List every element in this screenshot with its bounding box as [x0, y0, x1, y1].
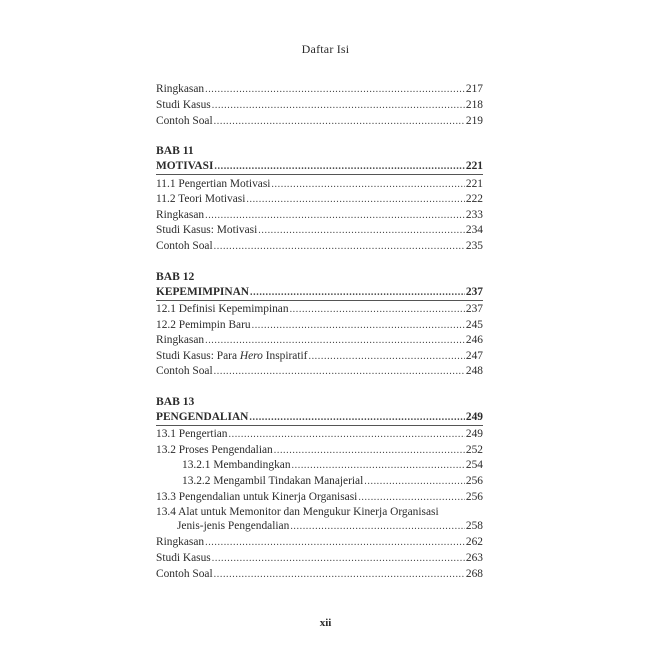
page-number: xii: [319, 617, 332, 629]
toc-entry: [156, 551, 483, 565]
toc-entry: [156, 349, 483, 363]
toc-entry-title: 12.1 Definisi Kepemimpinan: [156, 303, 289, 315]
dot-leader: [205, 335, 465, 347]
toc-entry-page: 262: [465, 536, 483, 548]
toc-entry-page: 222: [465, 193, 483, 205]
toc-entry-title: 11.2 Teori Motivasi: [156, 193, 246, 205]
toc-entry-title: Contoh Soal: [156, 115, 213, 127]
toc-entry-page: 258: [465, 520, 483, 532]
toc-entry-title: Studi Kasus: [156, 552, 211, 564]
chapter-heading-title: PENGENDALIAN: [156, 411, 249, 423]
chapter-heading-title: KEPEMIMPINAN: [156, 286, 250, 298]
toc-entry: [156, 302, 483, 316]
toc-entry-page: 237: [465, 303, 483, 315]
dot-leader: [246, 194, 465, 206]
toc-entry: [156, 443, 483, 457]
toc-entry-wrapped-first: [156, 505, 483, 519]
toc-entry-page: 219: [465, 115, 483, 127]
toc-entry-page: 218: [465, 99, 483, 111]
toc-entry-title: Contoh Soal: [156, 568, 213, 580]
toc-entry: [156, 318, 483, 332]
dot-leader: [292, 460, 465, 472]
dot-leader: [274, 445, 465, 457]
toc-entry-title: 13.3 Pengendalian untuk Kinerja Organisasi: [156, 491, 358, 503]
dot-leader: [214, 569, 465, 581]
dot-leader: [290, 304, 465, 316]
dot-leader: [214, 116, 465, 128]
dot-leader: [258, 225, 465, 237]
toc-entry: [156, 82, 483, 96]
toc-entry-page: 254: [465, 459, 483, 471]
toc-entry-title: [156, 349, 308, 363]
toc-entry-title: Ringkasan: [156, 536, 205, 548]
toc-entry: [156, 490, 483, 504]
toc-entry: [156, 114, 483, 128]
title-prefix: Studi Kasus: Para: [156, 350, 240, 362]
dot-leader: [252, 320, 465, 332]
dot-leader: [205, 210, 465, 222]
toc-entry-page: 246: [465, 334, 483, 346]
chapter-heading-title: MOTIVASI: [156, 160, 214, 172]
chapter-rule: [156, 425, 483, 426]
dot-leader: [205, 84, 465, 96]
toc-entry-title: 13.4 Alat untuk Memonitor dan Mengukur Kinerja Organisasi: [156, 506, 439, 518]
dot-leader: [205, 537, 465, 549]
toc-entry-title: Ringkasan: [156, 209, 205, 221]
chapter-rule: [156, 174, 483, 175]
chapter-heading: [156, 159, 483, 173]
dot-leader: [214, 241, 465, 253]
toc-entry: [156, 223, 483, 237]
dot-leader: [290, 521, 465, 533]
dot-leader: [229, 429, 465, 441]
toc-entry-title: 11.1 Pengertian Motivasi: [156, 178, 271, 190]
toc-entry-page: 234: [465, 224, 483, 236]
toc-entry: [156, 567, 483, 581]
toc-entry: [156, 333, 483, 347]
toc-entry: [156, 535, 483, 549]
toc-entry-page: 235: [465, 240, 483, 252]
toc-entry-page: 233: [465, 209, 483, 221]
dot-leader: [250, 287, 465, 299]
toc-subentry: [182, 474, 483, 488]
toc-entry-page: 256: [465, 475, 483, 487]
toc-entry: [156, 98, 483, 112]
chapter-label: BAB 12: [156, 270, 195, 283]
toc-entry-page: 252: [465, 444, 483, 456]
toc-entry-page: 248: [465, 365, 483, 377]
dot-leader: [308, 351, 464, 363]
title-italic: Hero: [239, 350, 263, 362]
dot-leader: [249, 412, 465, 424]
chapter-heading-page: 237: [465, 286, 483, 298]
page-header-title: Daftar Isi: [301, 42, 350, 56]
dot-leader: [364, 476, 465, 488]
chapter-heading-page: 221: [465, 160, 483, 172]
title-suffix: Inspiratif: [262, 350, 308, 362]
toc-entry-title: Contoh Soal: [156, 240, 213, 252]
toc-entry-title: 12.2 Pemimpin Baru: [156, 319, 251, 331]
toc-entry-title: 13.2.2 Mengambil Tindakan Manajerial: [182, 475, 364, 487]
toc-entry: [156, 208, 483, 222]
toc-entry-wrapped-second: [177, 519, 483, 533]
toc-entry-title: Ringkasan: [156, 83, 205, 95]
chapter-label: BAB 13: [156, 395, 195, 408]
toc-entry-title: Contoh Soal: [156, 365, 213, 377]
toc-entry-page: 249: [465, 428, 483, 440]
toc-subentry: [182, 458, 483, 472]
dot-leader: [271, 179, 464, 191]
chapter-rule: [156, 300, 483, 301]
toc-entry-title: 13.1 Pengertian: [156, 428, 228, 440]
toc-entry: [156, 177, 483, 191]
toc-entry-title: 13.2 Proses Pengendalian: [156, 444, 273, 456]
chapter-label: BAB 11: [156, 144, 194, 157]
toc-entry: [156, 364, 483, 378]
toc-entry-page: 217: [465, 83, 483, 95]
toc-entry: [156, 239, 483, 253]
dot-leader: [214, 366, 465, 378]
toc-entry-title: Studi Kasus: Motivasi: [156, 224, 258, 236]
toc-entry-title: 13.2.1 Membandingkan: [182, 459, 291, 471]
toc-entry-title: Ringkasan: [156, 334, 205, 346]
toc-entry-page: 268: [465, 568, 483, 580]
toc-entry-page: 256: [465, 491, 483, 503]
toc-entry: [156, 427, 483, 441]
toc-entry-title: Jenis-jenis Pengendalian: [177, 520, 290, 532]
toc-entry-page: 245: [465, 319, 483, 331]
dot-leader: [358, 492, 465, 504]
chapter-heading: [156, 285, 483, 299]
toc-entry: [156, 192, 483, 206]
toc-entry-page: 221: [465, 178, 483, 190]
dot-leader: [214, 161, 465, 173]
toc-entry-title: Studi Kasus: [156, 99, 211, 111]
dot-leader: [212, 100, 465, 112]
dot-leader: [212, 553, 465, 565]
toc-entry-page: 263: [465, 552, 483, 564]
chapter-heading-page: 249: [465, 411, 483, 423]
chapter-heading: [156, 410, 483, 424]
toc-entry-page: 247: [465, 350, 483, 362]
